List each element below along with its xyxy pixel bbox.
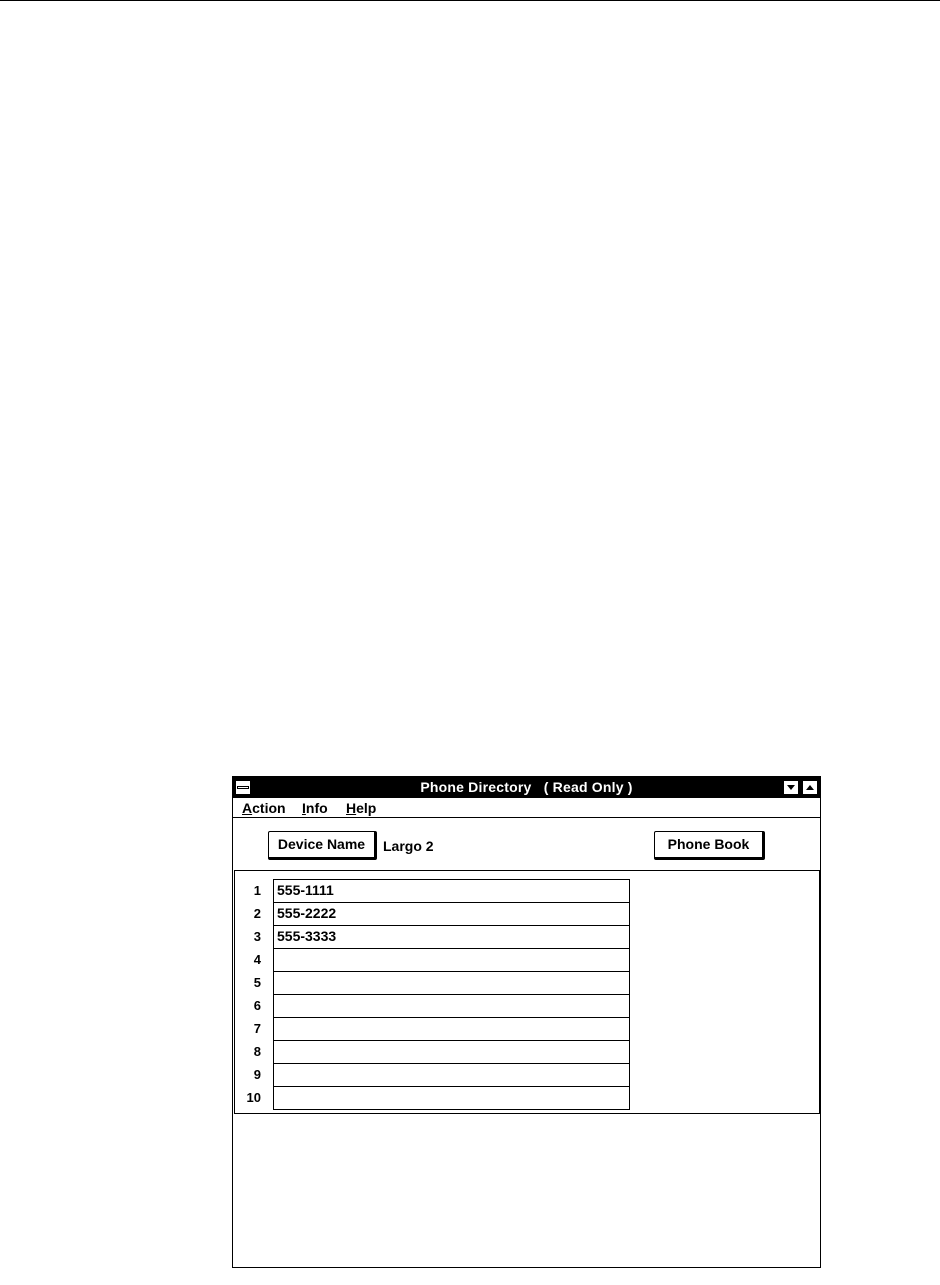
entry-number: 2: [253, 906, 261, 921]
window-title: Phone Directory ( Read Only ): [420, 779, 633, 795]
entry-field[interactable]: 555-3333: [273, 925, 630, 949]
menu-help[interactable]: [346, 800, 376, 816]
empty-status-area: [234, 1114, 819, 1266]
entry-number: 3: [253, 929, 261, 944]
entry-number: 10: [246, 1090, 261, 1105]
entry-number: 1: [253, 883, 261, 898]
entry-row: [235, 1017, 635, 1040]
entry-row: [235, 1063, 635, 1086]
maximize-arrow-icon: [806, 785, 814, 790]
entry-row: [235, 1040, 635, 1063]
entry-field[interactable]: 555-1111: [273, 879, 630, 903]
menu-info-accel: I: [302, 800, 306, 816]
page-top-rule: [0, 0, 940, 1]
entry-number: 4: [253, 952, 261, 967]
minimize-button[interactable]: [783, 780, 799, 795]
phone-book-button[interactable]: Phone Book: [654, 831, 765, 860]
menu-info[interactable]: [302, 800, 328, 816]
entry-field[interactable]: [273, 1040, 630, 1064]
phone-entries-panel: [234, 870, 820, 1114]
entry-row: [235, 902, 635, 925]
menu-help-label: elp: [356, 800, 377, 816]
entry-field[interactable]: 555-2222: [273, 902, 630, 926]
entry-row: [235, 994, 635, 1017]
title-bar[interactable]: [233, 777, 820, 798]
minimize-arrow-icon: [787, 785, 795, 790]
entry-field[interactable]: [273, 1086, 630, 1110]
entry-field[interactable]: [273, 971, 630, 995]
entry-field[interactable]: [273, 1063, 630, 1087]
entry-number: 5: [253, 975, 261, 990]
maximize-button[interactable]: [802, 780, 818, 795]
phone-directory-window: [232, 776, 821, 1268]
device-name-button[interactable]: Device Name: [268, 831, 377, 860]
menu-bar: [233, 798, 820, 818]
menu-action-accel: A: [242, 800, 253, 816]
menu-info-label: nfo: [305, 800, 328, 816]
entry-field[interactable]: [273, 948, 630, 972]
entry-row: [235, 971, 635, 994]
menu-action[interactable]: [242, 800, 286, 816]
device-name-value: Largo 2: [383, 838, 434, 854]
menu-action-label: ction: [252, 800, 286, 816]
entry-field[interactable]: [273, 1017, 630, 1041]
entry-number: 9: [253, 1067, 261, 1082]
entry-number: 6: [253, 998, 261, 1013]
entry-number: 8: [253, 1044, 261, 1059]
entry-row: [235, 948, 635, 971]
menu-help-accel: H: [346, 800, 357, 816]
entry-row: [235, 925, 635, 948]
entry-field[interactable]: [273, 994, 630, 1018]
entry-number: 7: [253, 1021, 261, 1036]
entry-row: [235, 879, 635, 902]
entry-row: [235, 1086, 635, 1109]
